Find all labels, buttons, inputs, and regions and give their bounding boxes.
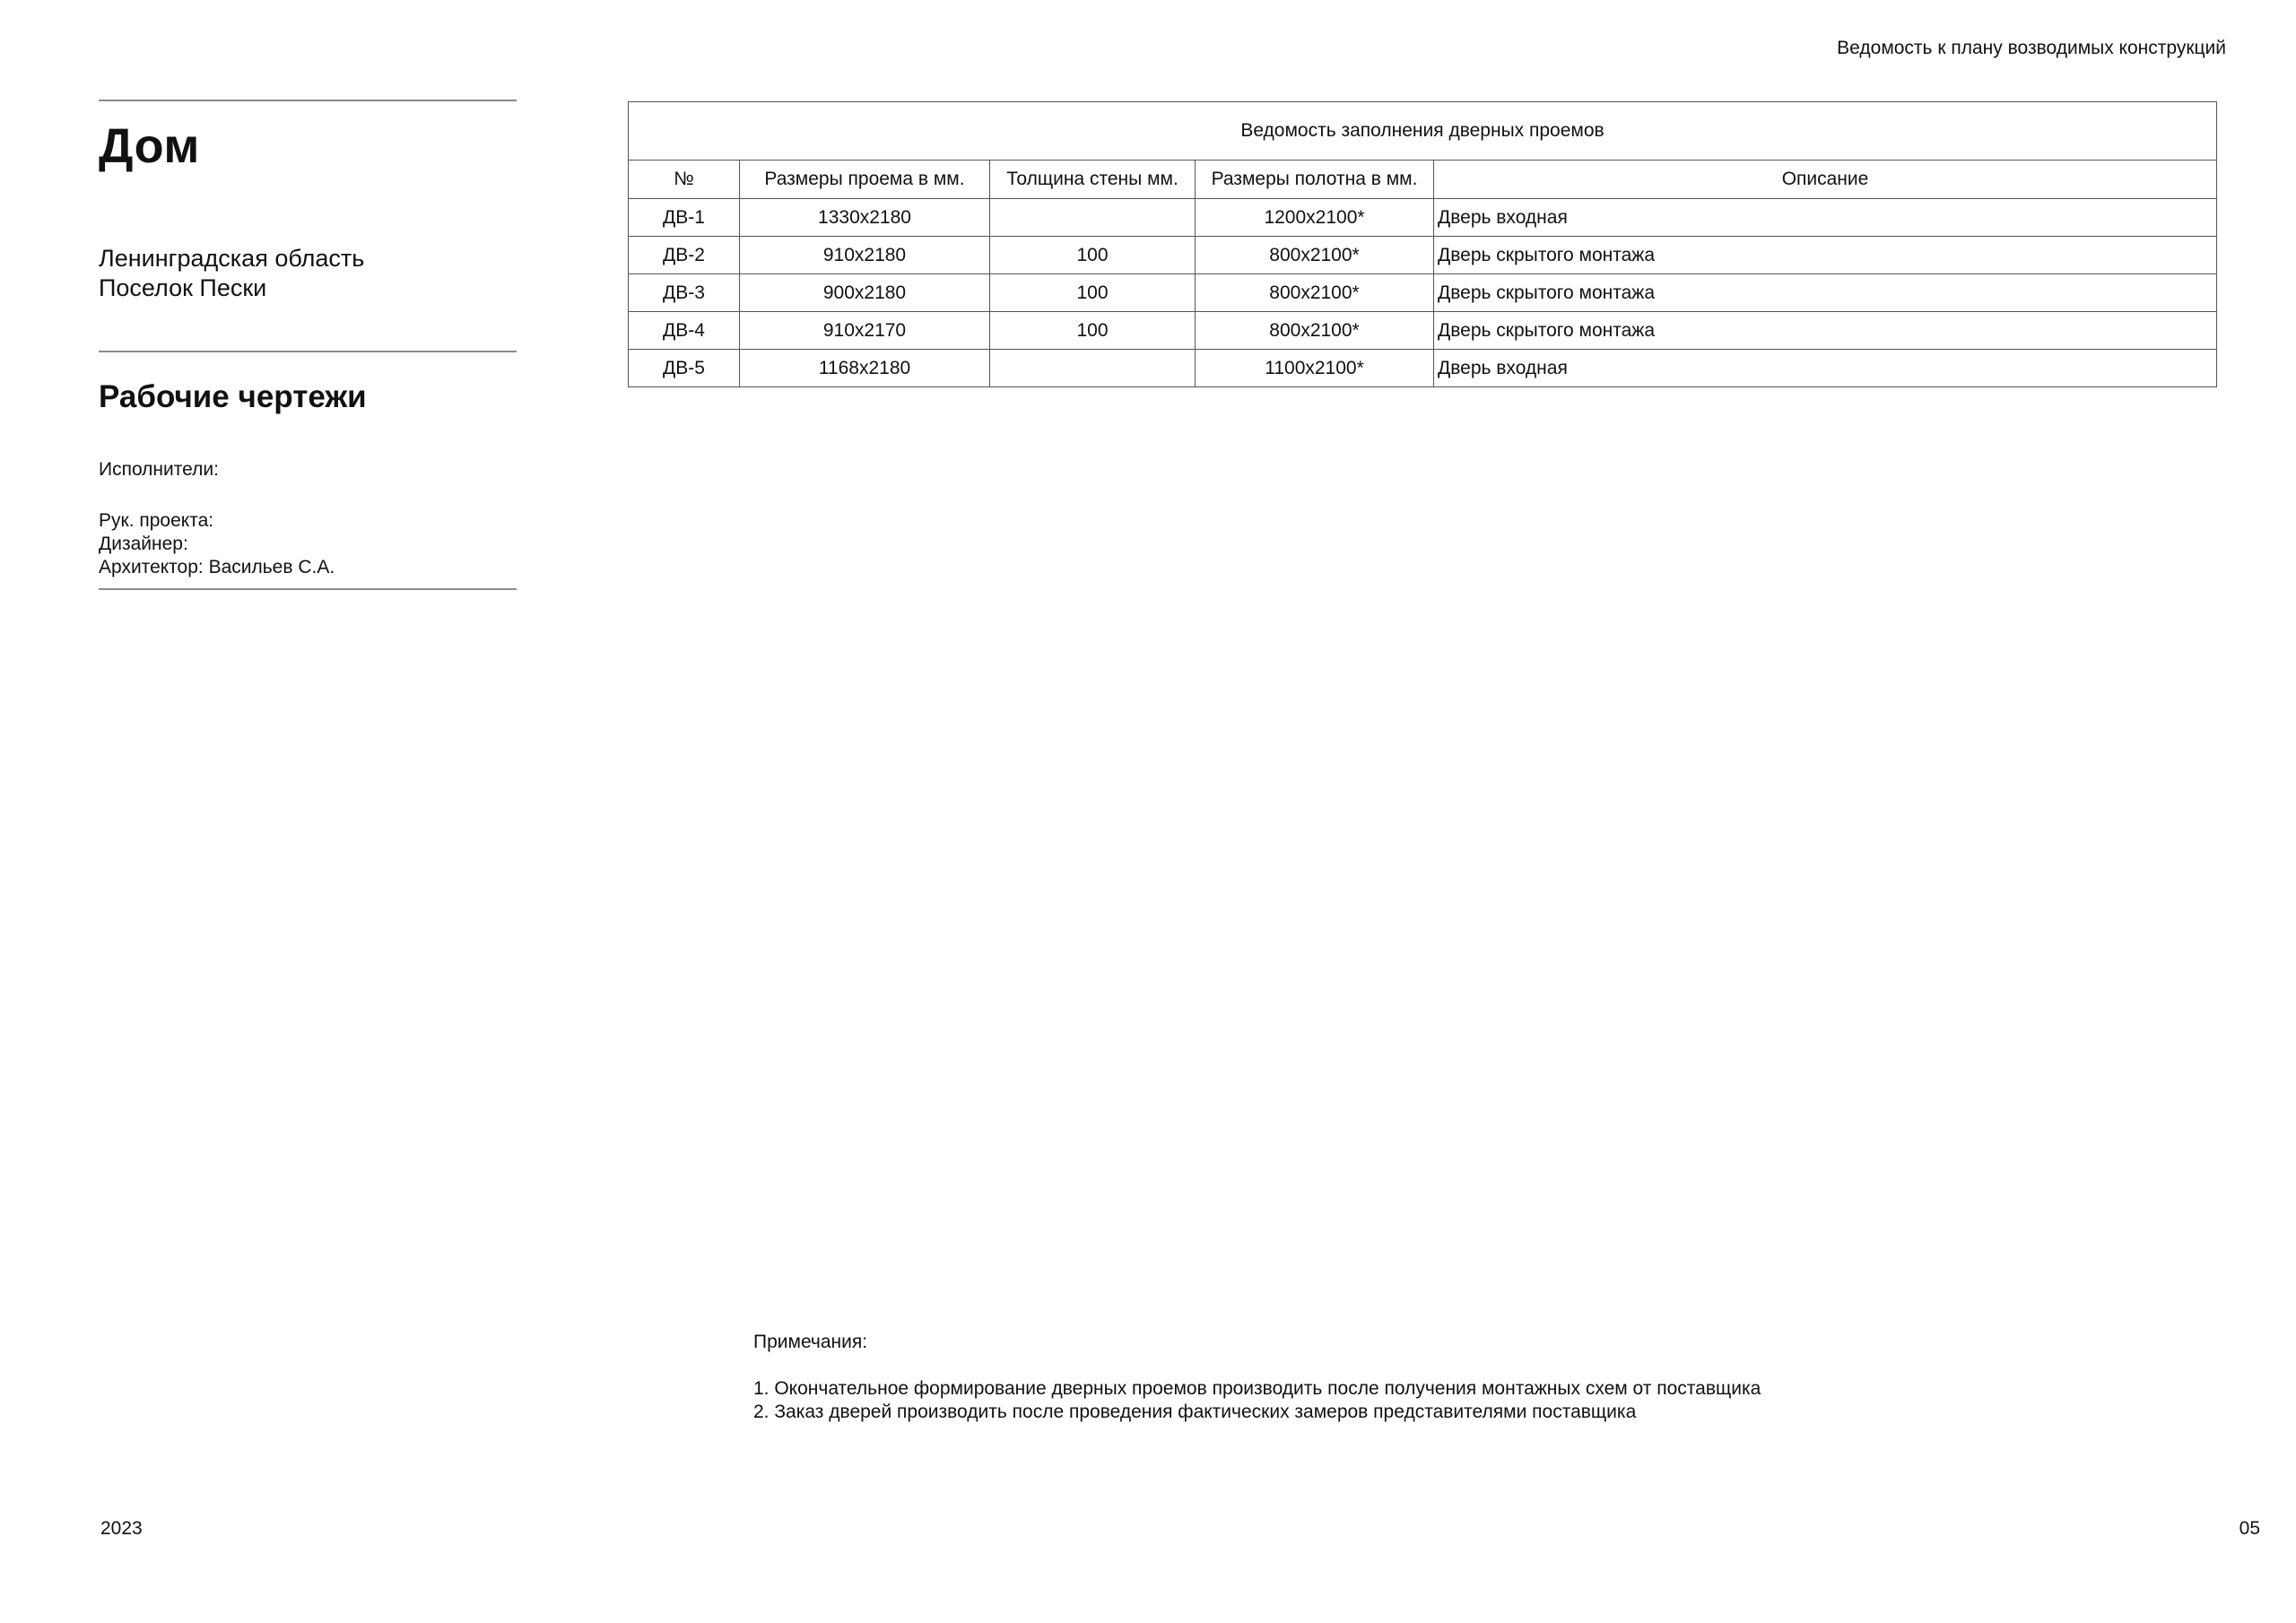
sheet-title: Ведомость к плану возводимых конструкций xyxy=(1837,38,2226,58)
table-row xyxy=(629,199,2217,237)
cell-number: ДВ-5 xyxy=(629,350,740,387)
table-row xyxy=(629,350,2217,387)
door-schedule-table xyxy=(628,101,2217,387)
team-label: Исполнители: xyxy=(99,459,219,480)
cell-number: ДВ-2 xyxy=(629,237,740,274)
column-header-description: Описание xyxy=(1434,161,2217,199)
note-item: 1. Окончательное формирование дверных проемов производить после получения монтажных схем от поставщика xyxy=(753,1378,1761,1399)
table-caption: Ведомость заполнения дверных проемов xyxy=(629,102,2217,161)
team-list xyxy=(99,509,335,579)
cell-opening-size: 1168х2180 xyxy=(740,350,990,387)
divider xyxy=(99,351,517,352)
location-region: Ленинградская область xyxy=(99,245,365,272)
cell-wall-thickness: 100 xyxy=(990,274,1196,312)
cell-wall-thickness xyxy=(990,350,1196,387)
column-header-leaf-size: Размеры полотна в мм. xyxy=(1196,161,1434,199)
column-header-wall-thickness: Толщина стены мм. xyxy=(990,161,1196,199)
cell-wall-thickness: 100 xyxy=(990,237,1196,274)
cell-leaf-size: 1100х2100* xyxy=(1196,350,1434,387)
cell-wall-thickness xyxy=(990,199,1196,237)
cell-opening-size: 900х2180 xyxy=(740,274,990,312)
cell-description: Дверь входная xyxy=(1434,350,2217,387)
table-row xyxy=(629,237,2217,274)
cell-description: Дверь скрытого монтажа xyxy=(1434,274,2217,312)
team-member-architect: Архитектор: Васильев С.А. xyxy=(99,557,335,577)
cell-wall-thickness: 100 xyxy=(990,312,1196,350)
divider xyxy=(99,588,517,590)
table-row xyxy=(629,274,2217,312)
notes-title: Примечания: xyxy=(753,1332,868,1352)
cell-leaf-size: 1200х2100* xyxy=(1196,199,1434,237)
column-header-number: № xyxy=(629,161,740,199)
note-item: 2. Заказ дверей производить после проведения фактических замеров представителями поставщика xyxy=(753,1402,1637,1422)
cell-opening-size: 1330х2180 xyxy=(740,199,990,237)
cell-opening-size: 910х2180 xyxy=(740,237,990,274)
project-location xyxy=(99,244,364,303)
cell-description: Дверь скрытого монтажа xyxy=(1434,312,2217,350)
cell-number: ДВ-4 xyxy=(629,312,740,350)
table-caption-row xyxy=(629,102,2217,161)
notes-block xyxy=(753,1331,1761,1424)
cell-number: ДВ-1 xyxy=(629,199,740,237)
year: 2023 xyxy=(100,1518,143,1539)
team-member-designer: Дизайнер: xyxy=(99,534,188,554)
location-settlement: Поселок Пески xyxy=(99,274,267,301)
cell-description: Дверь входная xyxy=(1434,199,2217,237)
section-title: Рабочие чертежи xyxy=(99,379,367,414)
cell-leaf-size: 800х2100* xyxy=(1196,312,1434,350)
cell-leaf-size: 800х2100* xyxy=(1196,237,1434,274)
divider xyxy=(99,100,517,101)
cell-leaf-size: 800х2100* xyxy=(1196,274,1434,312)
cell-opening-size: 910х2170 xyxy=(740,312,990,350)
table-header-row xyxy=(629,161,2217,199)
cell-number: ДВ-3 xyxy=(629,274,740,312)
team-member-manager: Рук. проекта: xyxy=(99,510,214,531)
project-name: Дом xyxy=(99,119,200,173)
page-number: 05 xyxy=(2239,1518,2260,1539)
column-header-opening-size: Размеры проема в мм. xyxy=(740,161,990,199)
table-row xyxy=(629,312,2217,350)
cell-description: Дверь скрытого монтажа xyxy=(1434,237,2217,274)
